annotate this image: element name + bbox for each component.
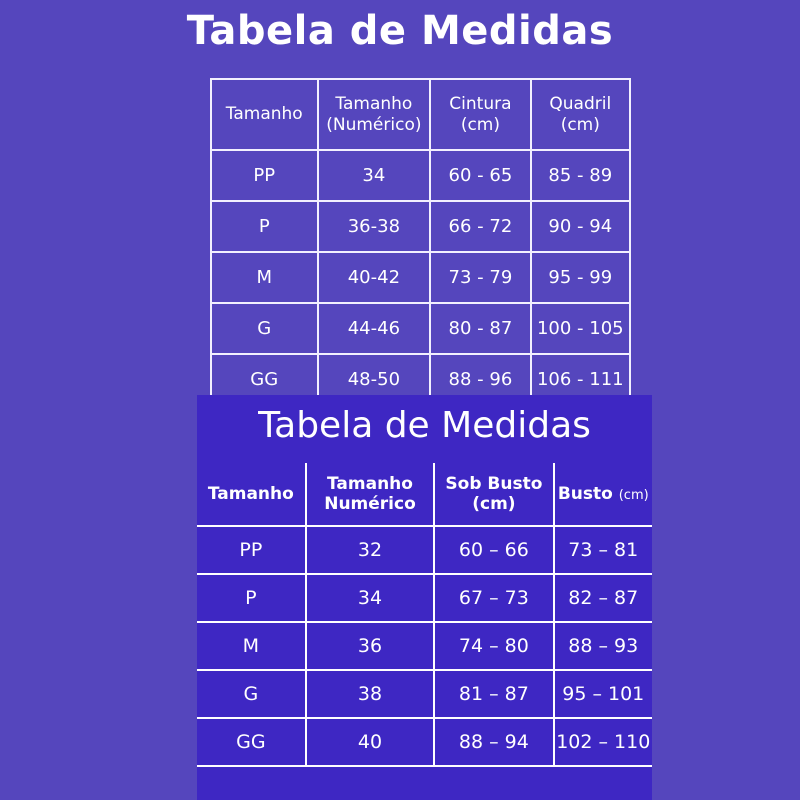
- table-cell: 67 – 73: [434, 574, 553, 622]
- table-cell: 60 - 65: [430, 150, 530, 201]
- table-cell: 73 - 79: [430, 252, 530, 303]
- table-cell: 95 - 99: [531, 252, 630, 303]
- table-row: [197, 574, 652, 622]
- table-cell: 44-46: [318, 303, 431, 354]
- table-row: [197, 718, 652, 766]
- header-quadril: [531, 79, 630, 150]
- table-cell: 74 – 80: [434, 622, 553, 670]
- header-tamanho: [211, 79, 318, 150]
- table-row: [211, 252, 630, 303]
- table-cell: GG: [197, 718, 306, 766]
- header-tamanho-numerico: [318, 79, 431, 150]
- header-busto: [554, 463, 653, 526]
- table-cell: 106 - 111: [531, 354, 630, 404]
- table-header-row: [197, 463, 652, 526]
- header-line: Tamanho: [225, 104, 303, 125]
- table-cell: P: [211, 201, 318, 252]
- top-table-title: Tabela de Medidas: [186, 8, 614, 54]
- header-line: Tamanho: [335, 94, 413, 115]
- table-cell: 40: [306, 718, 435, 766]
- header-line: Cintura: [449, 94, 512, 115]
- header-line: Sob Busto: [445, 473, 543, 494]
- header-line: Tamanho: [327, 473, 413, 494]
- table-cell: M: [211, 252, 318, 303]
- header-unit: (cm): [618, 487, 649, 503]
- table-cell: G: [211, 303, 318, 354]
- table-cell: 36: [306, 622, 435, 670]
- header-cintura: [430, 79, 530, 150]
- table-cell: 82 – 87: [554, 574, 653, 622]
- table-row: [211, 201, 630, 252]
- table-cell: 48-50: [318, 354, 431, 404]
- table-cell: 81 – 87: [434, 670, 553, 718]
- header-line: (cm): [560, 114, 600, 135]
- table-cell: 60 – 66: [434, 526, 553, 574]
- table-cell: M: [197, 622, 306, 670]
- table-cell: P: [197, 574, 306, 622]
- header-tamanho-numerico: [306, 463, 435, 526]
- table-cell: 100 - 105: [531, 303, 630, 354]
- header-tamanho: [197, 463, 306, 526]
- header-line: Tamanho: [207, 483, 294, 504]
- table-cell: 80 - 87: [430, 303, 530, 354]
- table-cell: 95 – 101: [554, 670, 653, 718]
- table-cell: 40-42: [318, 252, 431, 303]
- table-cell: 38: [306, 670, 435, 718]
- header-line: Quadril: [549, 94, 612, 115]
- table-cell: PP: [211, 150, 318, 201]
- table-row: [211, 150, 630, 201]
- table-cell: 88 - 96: [430, 354, 530, 404]
- table-cell: 85 - 89: [531, 150, 630, 201]
- table-cell: 36-38: [318, 201, 431, 252]
- table-cell: 34: [318, 150, 431, 201]
- table-cell: 34: [306, 574, 435, 622]
- table-cell: PP: [197, 526, 306, 574]
- table-cell: 90 - 94: [531, 201, 630, 252]
- header-line: Numérico: [324, 494, 416, 514]
- table-cell: 32: [306, 526, 435, 574]
- table-row: [197, 622, 652, 670]
- header-line: Busto: [557, 483, 613, 504]
- table-cell: GG: [211, 354, 318, 404]
- top-size-table: [210, 78, 631, 404]
- header-sob-busto: [434, 463, 553, 526]
- table-row: [211, 303, 630, 354]
- table-cell: 102 – 110: [554, 718, 653, 766]
- table-row: [197, 670, 652, 718]
- header-line: (Numérico): [326, 114, 422, 135]
- header-line: (cm): [472, 494, 516, 514]
- table-header-row: [211, 79, 630, 150]
- table-cell: 88 – 93: [554, 622, 653, 670]
- table-cell: 66 - 72: [430, 201, 530, 252]
- bottom-table-title: Tabela de Medidas: [258, 405, 591, 446]
- table-cell: G: [197, 670, 306, 718]
- bottom-table-panel: [197, 395, 652, 800]
- table-cell: 88 – 94: [434, 718, 553, 766]
- bottom-size-table: [197, 463, 652, 767]
- table-cell: 73 – 81: [554, 526, 653, 574]
- header-line: (cm): [460, 114, 500, 135]
- table-row: [197, 526, 652, 574]
